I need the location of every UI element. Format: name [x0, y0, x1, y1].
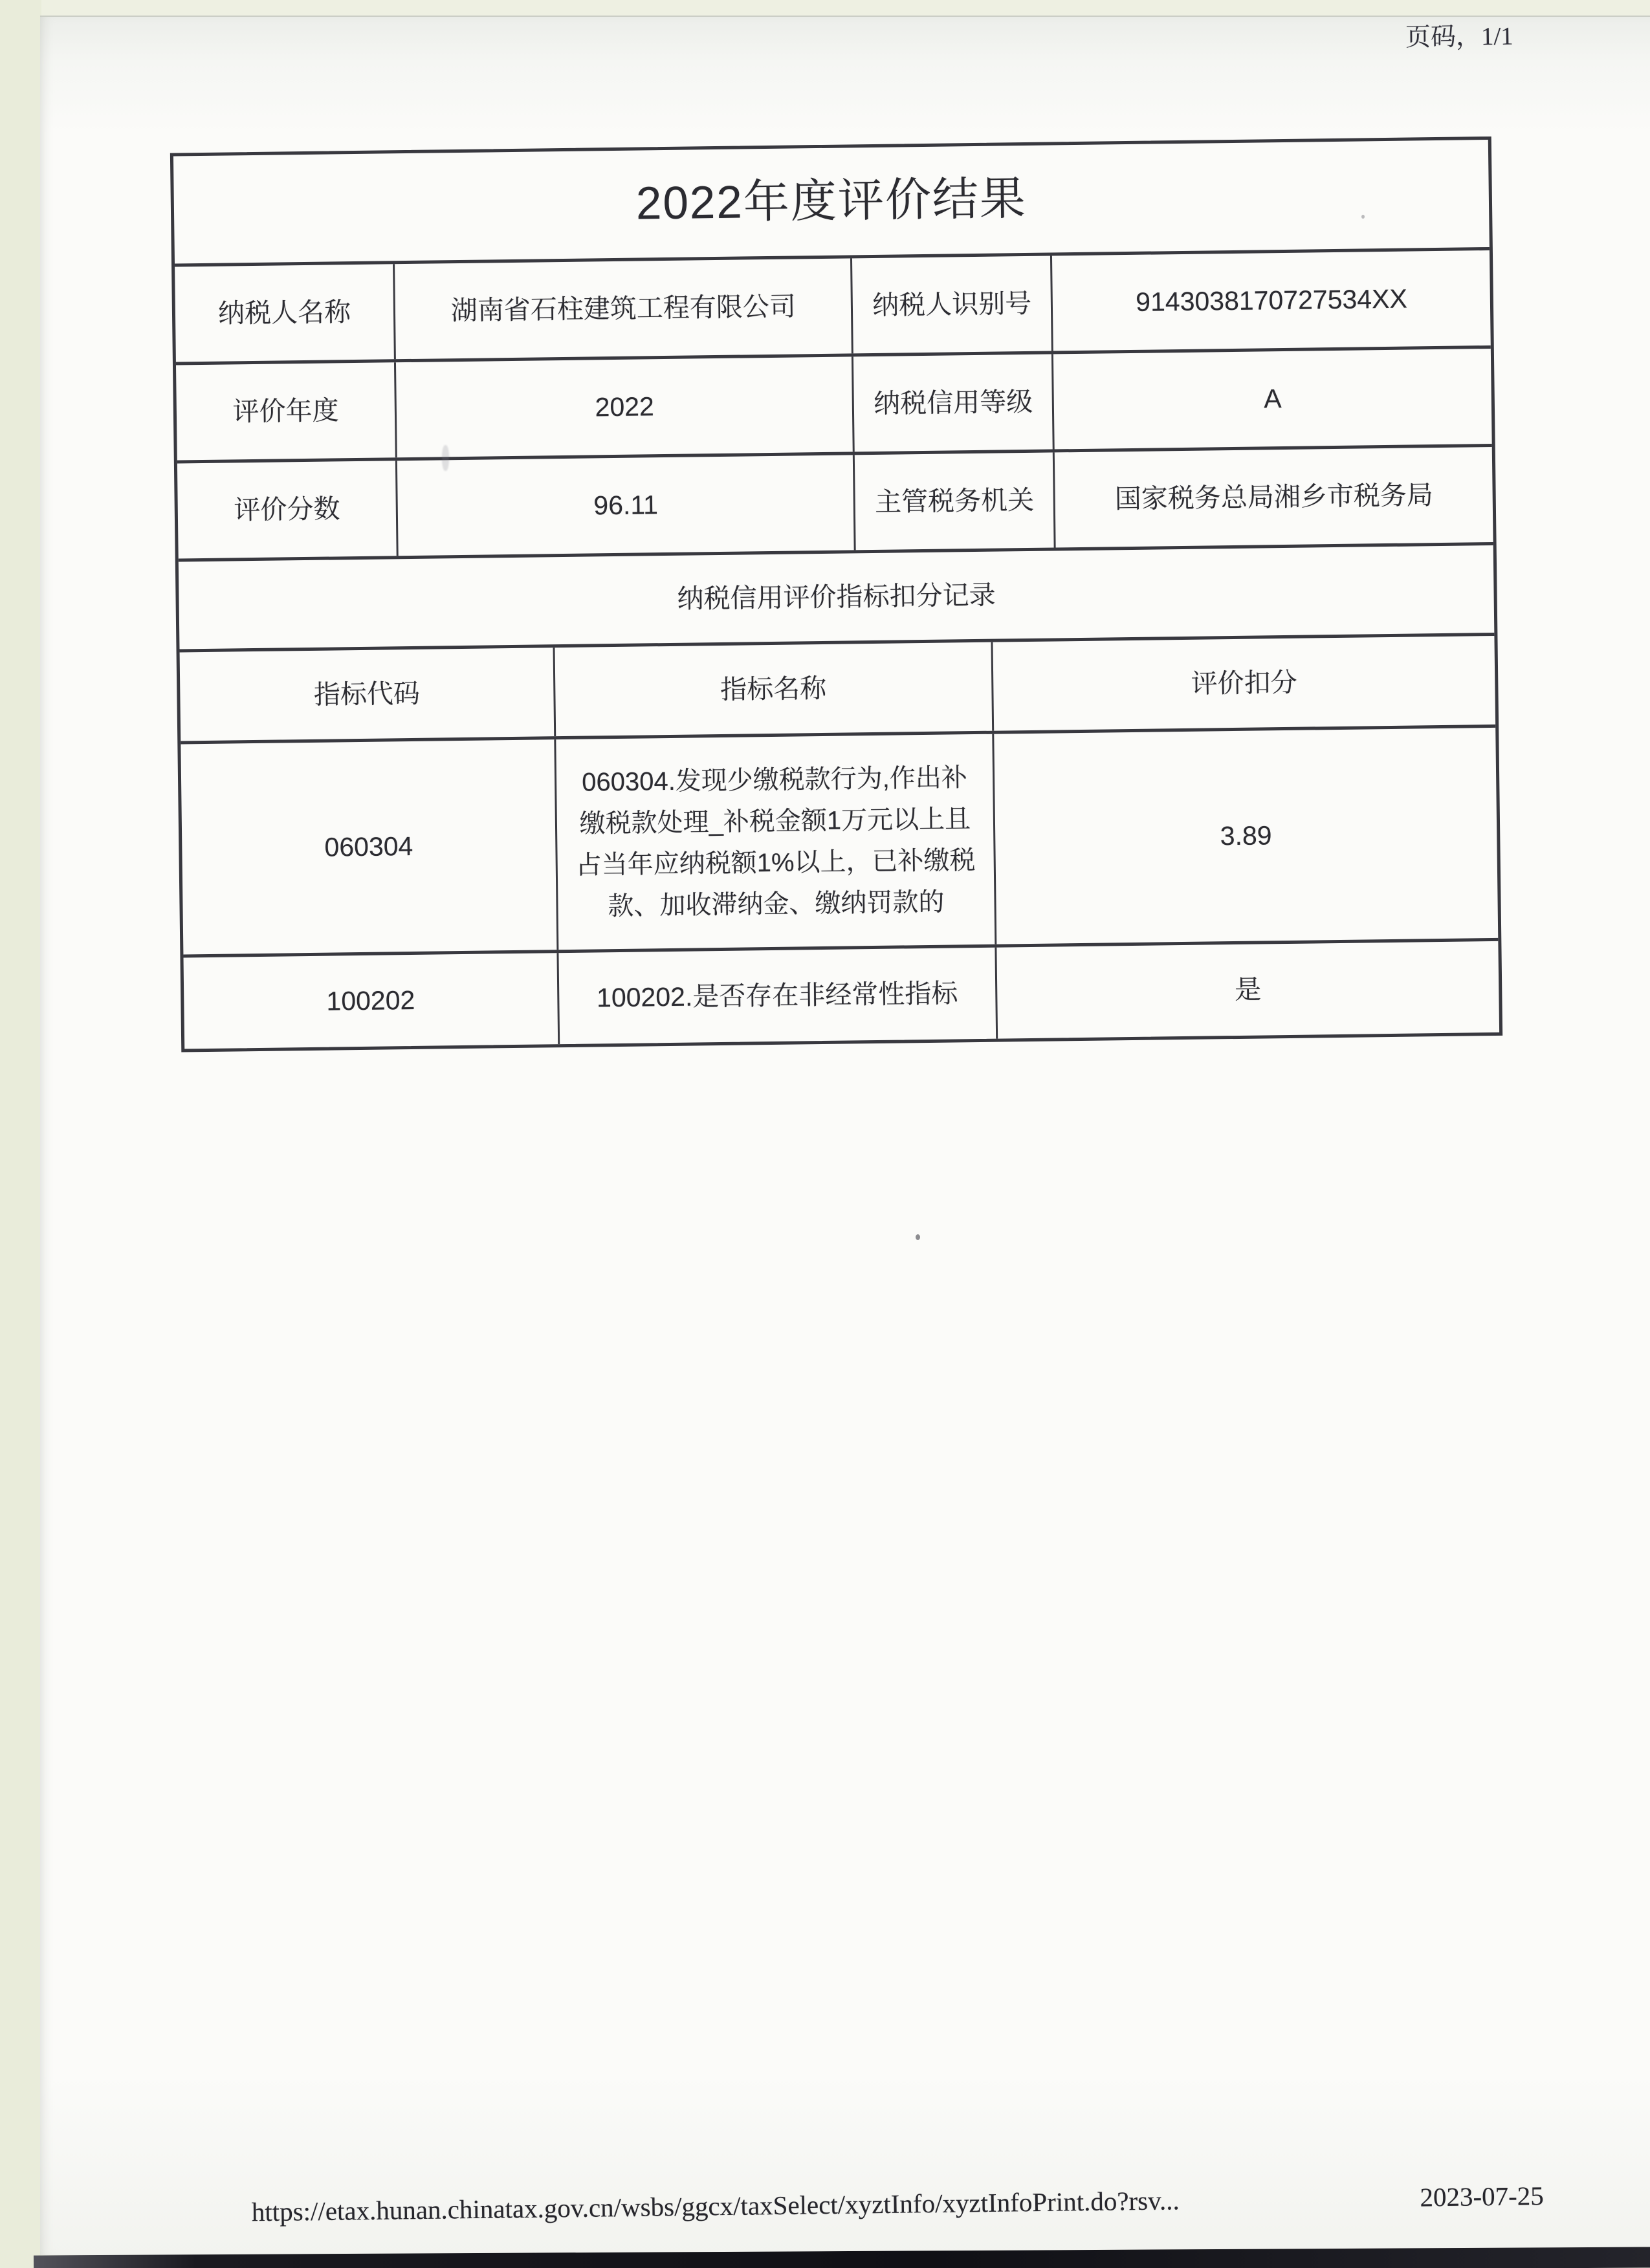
deduction-section-header: 纳税信用评价指标扣分记录: [677, 580, 996, 614]
evaluation-score-label: 评价分数: [234, 494, 340, 525]
deduction-section-header-row: [179, 542, 1495, 649]
page-footer: [252, 2180, 1544, 2227]
indicator-deduction: 是: [995, 941, 1499, 1039]
column-header-indicator-code: 指标代码: [313, 678, 421, 710]
column-header-indicator-name: 指标名称: [553, 642, 992, 736]
evaluation-result-table: [170, 136, 1502, 1052]
footer-url: https://etax.hunan.chinatax.gov.cn/wsbs/ggcx/taxSelect/xyztInfo/xyztInfoPrint.do?rsv...: [251, 2185, 1180, 2227]
table-row-indicator-100202: [183, 938, 1499, 1049]
deduction-column-header-row: [180, 633, 1496, 741]
evaluation-year-value: 2022: [394, 356, 853, 457]
taxpayer-name-label: 纳税人名称: [217, 296, 351, 329]
indicator-name: 100202.是否存在非经常性指标: [557, 948, 996, 1044]
indicator-code: 060304: [324, 831, 413, 862]
taxpayer-id-label: 纳税人识别号: [850, 256, 1051, 354]
evaluation-score-value: 96.11: [395, 455, 854, 556]
taxpayer-name-value: 湖南省石柱建筑工程有限公司: [393, 258, 852, 359]
table-title: 2022年度评价结果: [635, 173, 1028, 230]
table-row-taxpayer: [175, 247, 1491, 362]
table-row-score-authority: [177, 444, 1493, 559]
scan-speck: [1361, 215, 1365, 219]
scan-smudge: [442, 445, 449, 471]
table-row-year-grade: [176, 345, 1492, 461]
credit-grade-label: 纳税信用等级: [852, 354, 1053, 452]
evaluation-year-label: 评价年度: [232, 395, 339, 427]
table-title-row: [173, 140, 1490, 264]
footer-date: 2023-07-25: [1420, 2181, 1544, 2212]
page-number-label: 页码，1/1: [1405, 22, 1514, 52]
tax-authority-value: 国家税务总局湘乡市税务局: [1053, 447, 1493, 548]
taxpayer-id-value: 9143038170727534XX: [1050, 250, 1491, 351]
indicator-code: 100202: [326, 985, 415, 1016]
tax-authority-label: 主管税务机关: [853, 452, 1054, 550]
indicator-deduction: 3.89: [992, 728, 1498, 944]
credit-grade-value: A: [1051, 349, 1492, 450]
indicator-name: 060304.发现少缴税款行为,作出补缴税款处理_补税金额1万元以上且占当年应纳税额1%以上，已补缴税款、加收滞纳金、缴纳罚款的: [554, 734, 995, 950]
column-header-deduction: 评价扣分: [991, 636, 1495, 731]
scan-speck: [916, 1234, 920, 1240]
table-row-indicator-060304: [181, 725, 1498, 955]
